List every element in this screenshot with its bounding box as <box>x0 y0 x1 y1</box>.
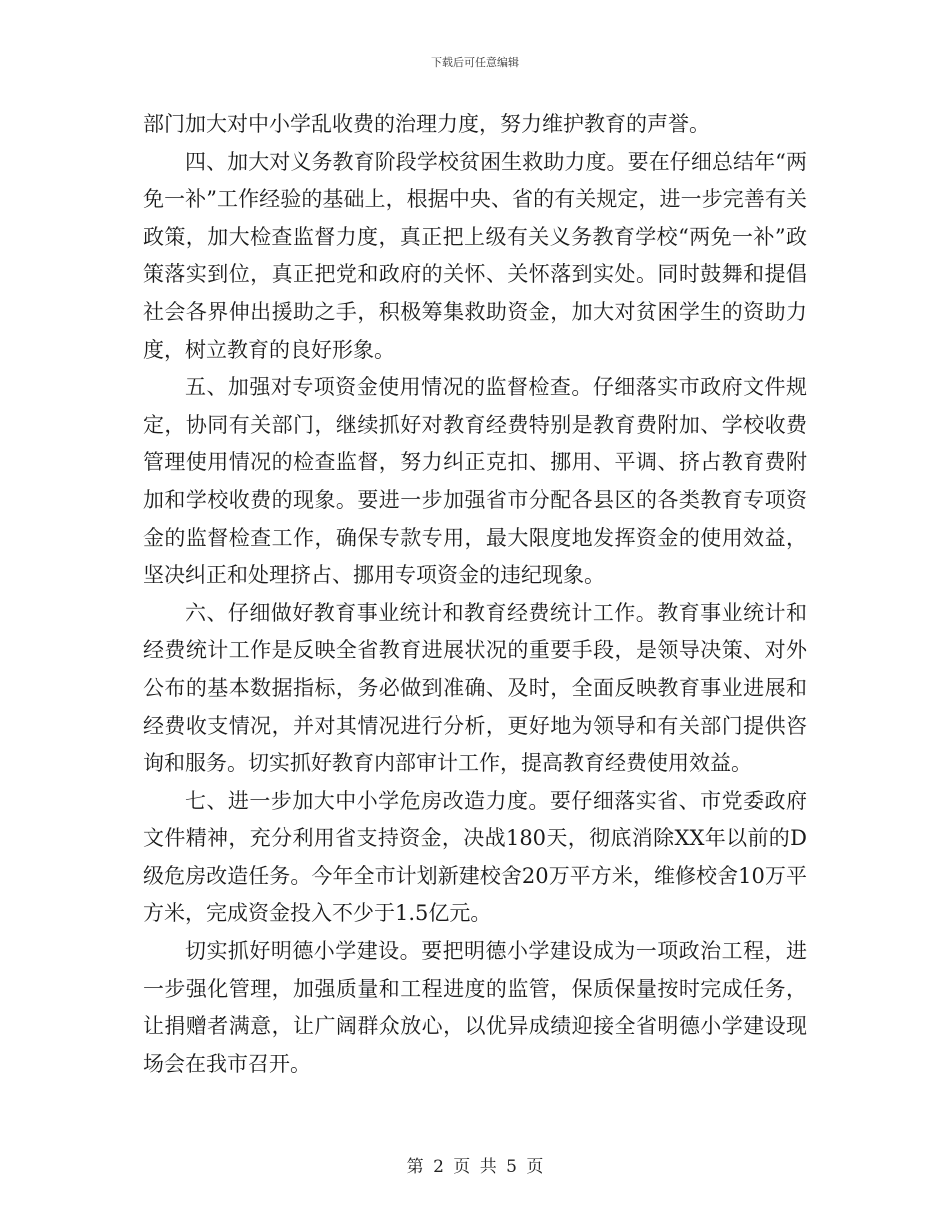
page-number: 第 2 页 共 5 页 <box>406 1157 544 1177</box>
paragraph-section-5: 五、加强对专项资金使用情况的监督检查。仔细落实市政府文件规定，协同有关部门，继续抓好对教育经费特别是教育费附加、学校收费管理使用情况的检查监督，努力纠正克扣、挪用、平调、挤占教育费附加和学校收费的现象。要进一步加强省市分配各县区的各类教育专项资金的监督检查工作，确保专款专用，最大限度地发挥资金的使用效益，坚决纠正和处理挤占、挪用专项资金的违纪现象。 <box>143 375 807 588</box>
paragraph-mingde-school: 切实抓好明德小学建设。要把明德小学建设成为一项政治工程，进一步强化管理，加强质量和工程进度的监管，保质保量按时完成任务，让捐赠者满意，让广阔群众放心，以优异成绩迎接全省明德小学建设现场会在我市召开。 <box>143 939 807 1076</box>
paragraph-section-7: 七、进一步加大中小学危房改造力度。要仔细落实省、市党委政府文件精神，充分利用省支持资金，决战180天，彻底消除XX年以前的D级危房改造任务。今年全市计划新建校舍20万平方米，维修校舍10万平方米，完成资金投入不少于1.5亿元。 <box>143 788 807 926</box>
paragraph-section-4: 四、加大对义务教育阶段学校贫困生救助力度。要在仔细总结年“两免一补”工作经验的基础上，根据中央、省的有关规定，进一步完善有关政策，加大检查监督力度，真正把上级有关义务教育学校“两免一补”政策落实到位，真正把党和政府的关怀、关怀落到实处。同时鼓舞和提倡社会各界伸出援助之手，积极筹集救助资金，加大对贫困学生的资助力度，树立教育的良好形象。 <box>143 149 807 362</box>
page-header: 下载后可任意编辑 <box>431 56 519 69</box>
paragraph-continuation: 部门加大对中小学乱收费的治理力度，努力维护教育的声誉。 <box>143 112 710 136</box>
paragraph-section-6: 六、仔细做好教育事业统计和教育经费统计工作。教育事业统计和经费统计工作是反映全省教育进展状况的重要手段，是领导决策、对外公布的基本数据指标，务必做到准确、及时，全面反映教育事业进展和经费收支情况，并对其情况进行分析，更好地为领导和有关部门提供咨询和服务。切实抓好教育内部审计工作，提高教育经费使用效益。 <box>143 600 807 776</box>
document-body <box>143 106 807 1083</box>
